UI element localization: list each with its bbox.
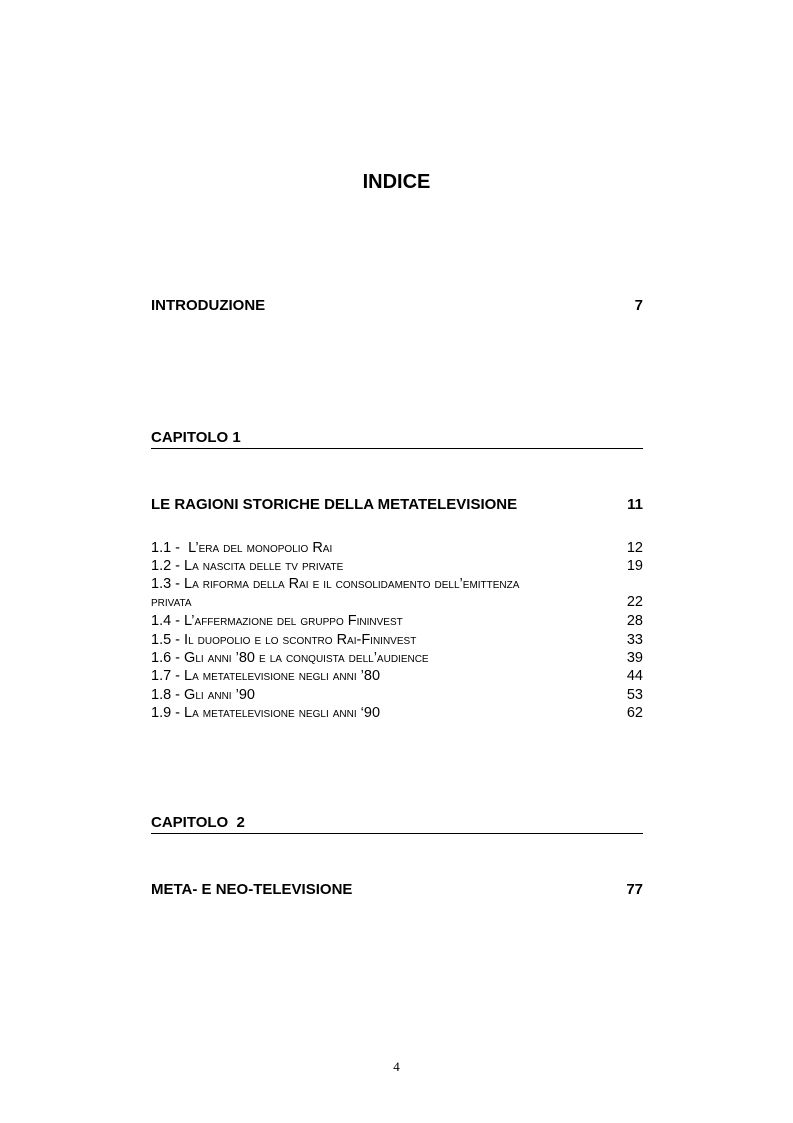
toc-entry-text: La riforma della Rai e il consolidamento dell’emittenza: [184, 576, 520, 592]
toc-entry-text: La nascita delle tv private: [184, 558, 344, 574]
toc-entry[interactable]: [151, 612, 643, 630]
footer-page-number: 4: [393, 1059, 400, 1074]
toc-entry-number: 1.1 -: [151, 540, 189, 556]
toc-entry-text: L’affermazione del gruppo Fininvest: [184, 613, 403, 629]
toc-entry[interactable]: [151, 631, 643, 649]
page-title: INDICE: [362, 171, 431, 193]
toc-entry-text-continued: privata: [151, 594, 192, 610]
chapter-1-title: LE RAGIONI STORICHE DELLA METATELEVISIONE: [151, 496, 518, 513]
chapter-2-title: META- E NEO-TELEVISIONE: [151, 881, 353, 898]
toc-entry-number: 1.9 -: [151, 705, 185, 721]
toc-entry-number: 1.2 -: [151, 558, 185, 574]
toc-introduction-label: INTRODUZIONE: [151, 297, 266, 314]
toc-entry[interactable]: [151, 704, 643, 722]
chapter-1-heading: CAPITOLO 1: [151, 429, 643, 449]
toc-entry-text: Gli anni ’90: [184, 687, 255, 703]
toc-entry-page: 12: [626, 540, 643, 556]
toc-entry-page: 44: [626, 668, 643, 684]
toc-entry[interactable]: [151, 686, 643, 704]
toc-introduction-row[interactable]: [151, 297, 643, 315]
toc-entry[interactable]: [151, 649, 643, 667]
toc-entry-text: La metatelevisione negli anni ‘90: [184, 705, 381, 721]
chapter-2-heading-text: CAPITOLO 2: [151, 814, 245, 831]
chapter-2-page: 77: [626, 881, 643, 898]
toc-entry-page: 22: [626, 594, 643, 610]
toc-entry-page: 28: [626, 613, 643, 629]
chapter-1-page: 11: [627, 496, 643, 513]
toc-entry-number: 1.7 -: [151, 668, 185, 684]
toc-entry-text: L’era del monopolio Rai: [188, 540, 333, 556]
toc-entry-text: Il duopolio e lo scontro Rai-Fininvest: [184, 632, 417, 648]
toc-entry[interactable]: [151, 539, 643, 557]
toc-entry-number: 1.6 -: [151, 650, 185, 666]
toc-entry-text: La metatelevisione negli anni ’80: [184, 668, 381, 684]
toc-entry-number: 1.4 -: [151, 613, 185, 629]
toc-entry[interactable]: [151, 557, 643, 575]
toc-entry-page: 53: [626, 687, 643, 703]
toc-entry-number: 1.5 -: [151, 632, 185, 648]
chapter-1-title-row[interactable]: [151, 496, 643, 514]
toc-entry-page: 33: [626, 632, 643, 648]
toc-entry[interactable]: [151, 575, 643, 611]
toc-entry-text: Gli anni ’80 e la conquista dell’audience: [184, 650, 429, 666]
toc-entry-page: 62: [626, 705, 643, 721]
toc-entry-page: 19: [626, 558, 643, 574]
toc-introduction-page: 7: [634, 297, 643, 314]
toc-entry-number: 1.3 -: [151, 576, 185, 592]
toc-entry[interactable]: [151, 667, 643, 685]
chapter-2-heading: [151, 814, 643, 834]
chapter-2-title-row[interactable]: [151, 881, 643, 899]
toc-entry-page: 39: [626, 650, 643, 666]
toc-entry-number: 1.8 -: [151, 687, 185, 703]
